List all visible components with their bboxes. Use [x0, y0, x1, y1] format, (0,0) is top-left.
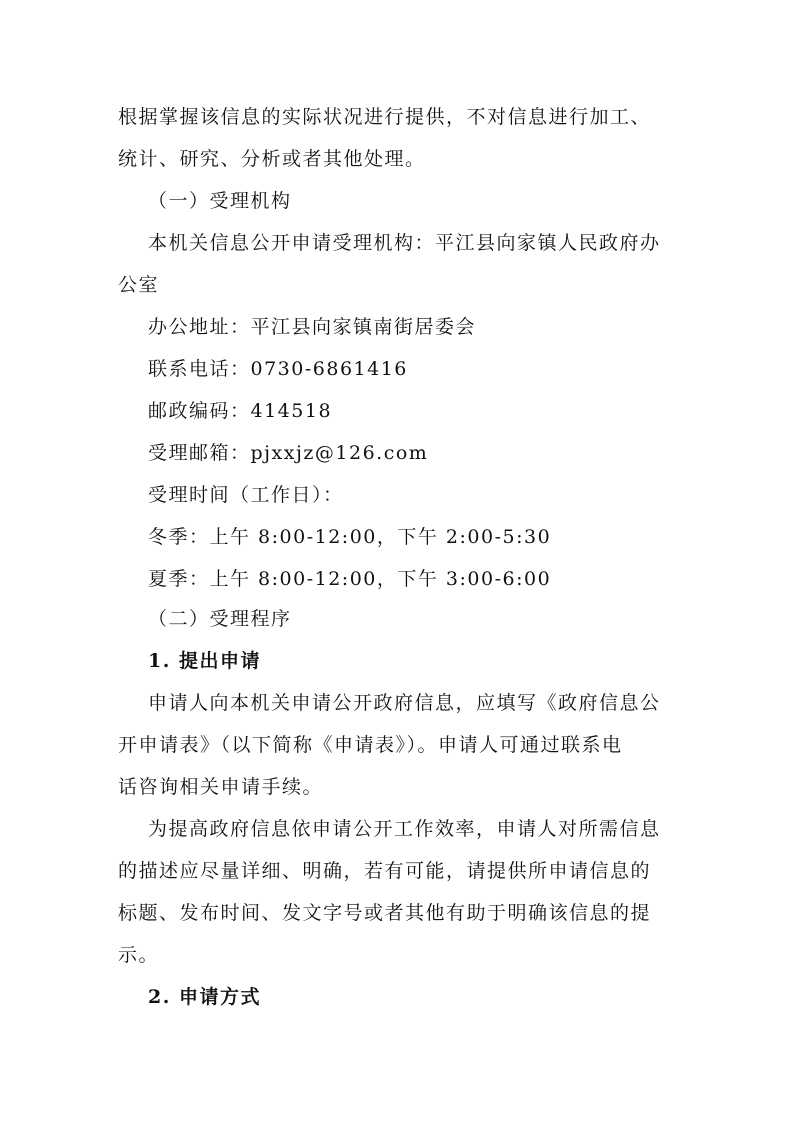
subsection-heading: 1. 提出申请: [148, 650, 261, 672]
paragraph-line: 标题、发布时间、发文字号或者其他有助于明确该信息的提: [118, 902, 652, 924]
paragraph-line: 示。: [118, 944, 160, 966]
paragraph-line: 统计、研究、分析或者其他处理。: [118, 148, 426, 170]
subsection-heading: 2. 申请方式: [148, 986, 261, 1008]
contact-email: 受理邮箱：pjxxjz@126.com: [148, 442, 429, 464]
paragraph-line: 为提高政府信息依申请公开工作效率，申请人对所需信息: [148, 818, 661, 840]
paragraph-line: 开申请表》（以下简称《申请表》）。申请人可通过联系电: [118, 734, 623, 756]
paragraph-line: 的描述应尽量详细、明确，若有可能，请提供所申请信息的: [118, 860, 652, 882]
contact-phone: 联系电话：0730-6861416: [148, 358, 408, 380]
paragraph-line: 根据掌握该信息的实际状况进行提供，不对信息进行加工、: [118, 106, 652, 128]
office-hours-label: 受理时间（工作日）：: [148, 484, 344, 506]
paragraph-line: 申请人向本机关申请公开政府信息，应填写《政府信息公: [148, 692, 661, 714]
section-heading: （一）受理机构: [148, 190, 292, 212]
office-address: 办公地址：平江县向家镇南街居委会: [148, 316, 477, 338]
paragraph-line: 话咨询相关申请手续。: [118, 776, 324, 798]
section-heading: （二）受理程序: [148, 608, 292, 630]
paragraph-line: 本机关信息公开申请受理机构：平江县向家镇人民政府办: [148, 232, 661, 254]
winter-hours: 冬季：上午 8:00-12:00，下午 2:00-5:30: [148, 526, 552, 548]
postal-code: 邮政编码：414518: [148, 400, 333, 422]
summer-hours: 夏季：上午 8:00-12:00，下午 3:00-6:00: [148, 568, 552, 590]
paragraph-line: 公室: [118, 274, 160, 296]
